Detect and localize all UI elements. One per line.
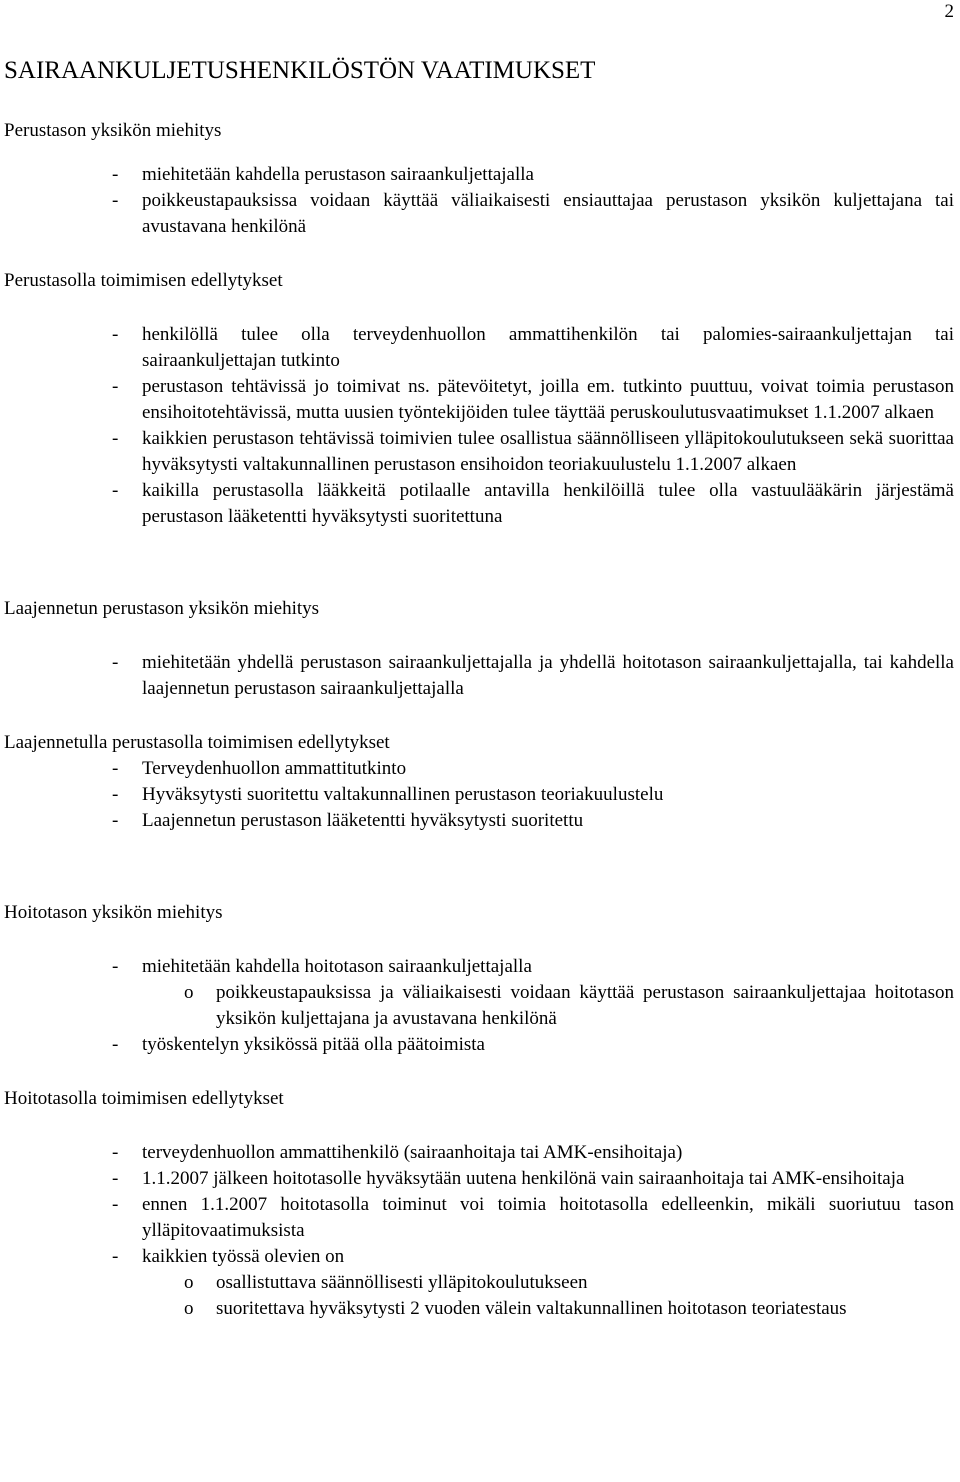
circle-marker: o [184,982,194,1003]
list-item: - ennen 1.1.2007 hoitotasolla toiminut voi toimia hoitotasolla edelleenkin, mikäli suoriutuu tason ylläpitovaatimuksista [112,1194,954,1241]
dash-marker: - [112,428,119,449]
dash-marker: - [112,324,119,345]
section-heading: Hoitotasolla toimimisen edellytykset [4,1088,284,1109]
list-item: - työskentelyn yksikössä pitää olla päätoimista [4,1032,954,1058]
list-item: - miehitetään yhdellä perustason sairaankuljettajalla ja yhdellä hoitotason sairaankuljettajalla, tai kahdella laajennetun perustason sairaankuljettajalla [112,652,954,699]
dash-marker: - [112,956,119,977]
document-body [4,56,954,1322]
section-heading: Laajennetun perustason yksikön miehitys [4,598,320,619]
dash-marker: - [112,1194,119,1215]
list-item: - kaikilla perustasolla lääkkeitä potilaalle antavilla henkilöillä tulee olla vastuulääkärin järjestämä perustason lääketentti hyväksytysti suoritettuna [112,480,954,527]
dash-marker: - [112,810,119,831]
list-item: - 1.1.2007 jälkeen hoitotasolle hyväksytään uutena henkilönä vain sairaanhoitaja tai AMK-ensihoitaja [4,1166,954,1192]
dash-marker: - [112,758,119,779]
section-heading: Perustasolla toimimisen edellytykset [4,270,283,291]
list-item: - Laajennetun perustason lääketentti hyväksytysti suoritettu [4,808,954,834]
dash-marker: - [112,784,119,805]
list-item: - kaikkien työssä olevien on [4,1244,954,1270]
dash-marker: - [112,1142,119,1163]
dash-marker: - [112,480,119,501]
list-item: - kaikkien perustason tehtävissä toimivien tulee osallistua säännölliseen ylläpitokoulutukseen sekä suorittaa hyväksytysti valtakunnallinen perustason ensihoidon teoriakuulustelu 1.1.2007 alkaen [112,428,954,475]
list-item: - miehitetään kahdella hoitotason sairaankuljettajalla [4,954,954,980]
dash-marker: - [112,376,119,397]
sub-list-item: o suoritettava hyväksytysti 2 vuoden välein valtakunnallinen hoitotason teoriatestaus [4,1296,954,1322]
circle-marker: o [184,1272,194,1293]
dash-marker: - [112,190,119,211]
list-item: - poikkeustapauksissa voidaan käyttää väliaikaisesti ensiauttajaa perustason yksikön kuljettajana tai avustavana henkilönä [112,190,954,237]
list-item: - henkilöllä tulee olla terveydenhuollon ammattihenkilön tai palomies-sairaankuljettajan tai sairaankuljettajan tutkinto [112,324,954,371]
list-item: - perustason tehtävissä jo toimivat ns. pätevöitetyt, joilla em. tutkinto puuttuu, voivat toimia perustason ensihoitotehtävissä, mutta uusien työntekijöiden tulee täyttää peruskoulutusvaatimukset 1.1.2007 alkaen [112,376,954,423]
section-heading: Hoitotason yksikön miehitys [4,902,223,923]
section-heading: Perustason yksikön miehitys [4,120,222,141]
list-item: - Hyväksytysti suoritettu valtakunnallinen perustason teoriakuulustelu [4,782,954,808]
dash-marker: - [112,1034,119,1055]
dash-marker: - [112,652,119,673]
dash-marker: - [112,1246,119,1267]
sub-list-item: o osallistuttava säännöllisesti ylläpitokoulutukseen [4,1270,954,1296]
list-item: - Terveydenhuollon ammattitutkinto [4,756,954,782]
dash-marker: - [112,164,119,185]
page-number: 2 [944,1,954,22]
sub-list-item: o poikkeustapauksissa ja väliaikaisesti voidaan käyttää perustason sairaankuljettajaa hoitotason yksikön kuljettajana ja avustavana henkilönä [184,982,954,1029]
dash-marker: - [112,1168,119,1189]
section-heading: Laajennetulla perustasolla toimimisen edellytykset [4,732,390,753]
list-item: - terveydenhuollon ammattihenkilö (sairaanhoitaja tai AMK-ensihoitaja) [4,1140,954,1166]
document-title: SAIRAANKULJETUSHENKILÖSTÖN VAATIMUKSET [4,57,596,84]
list-item: - miehitetään kahdella perustason sairaankuljettajalla [4,162,954,188]
circle-marker: o [184,1298,194,1319]
